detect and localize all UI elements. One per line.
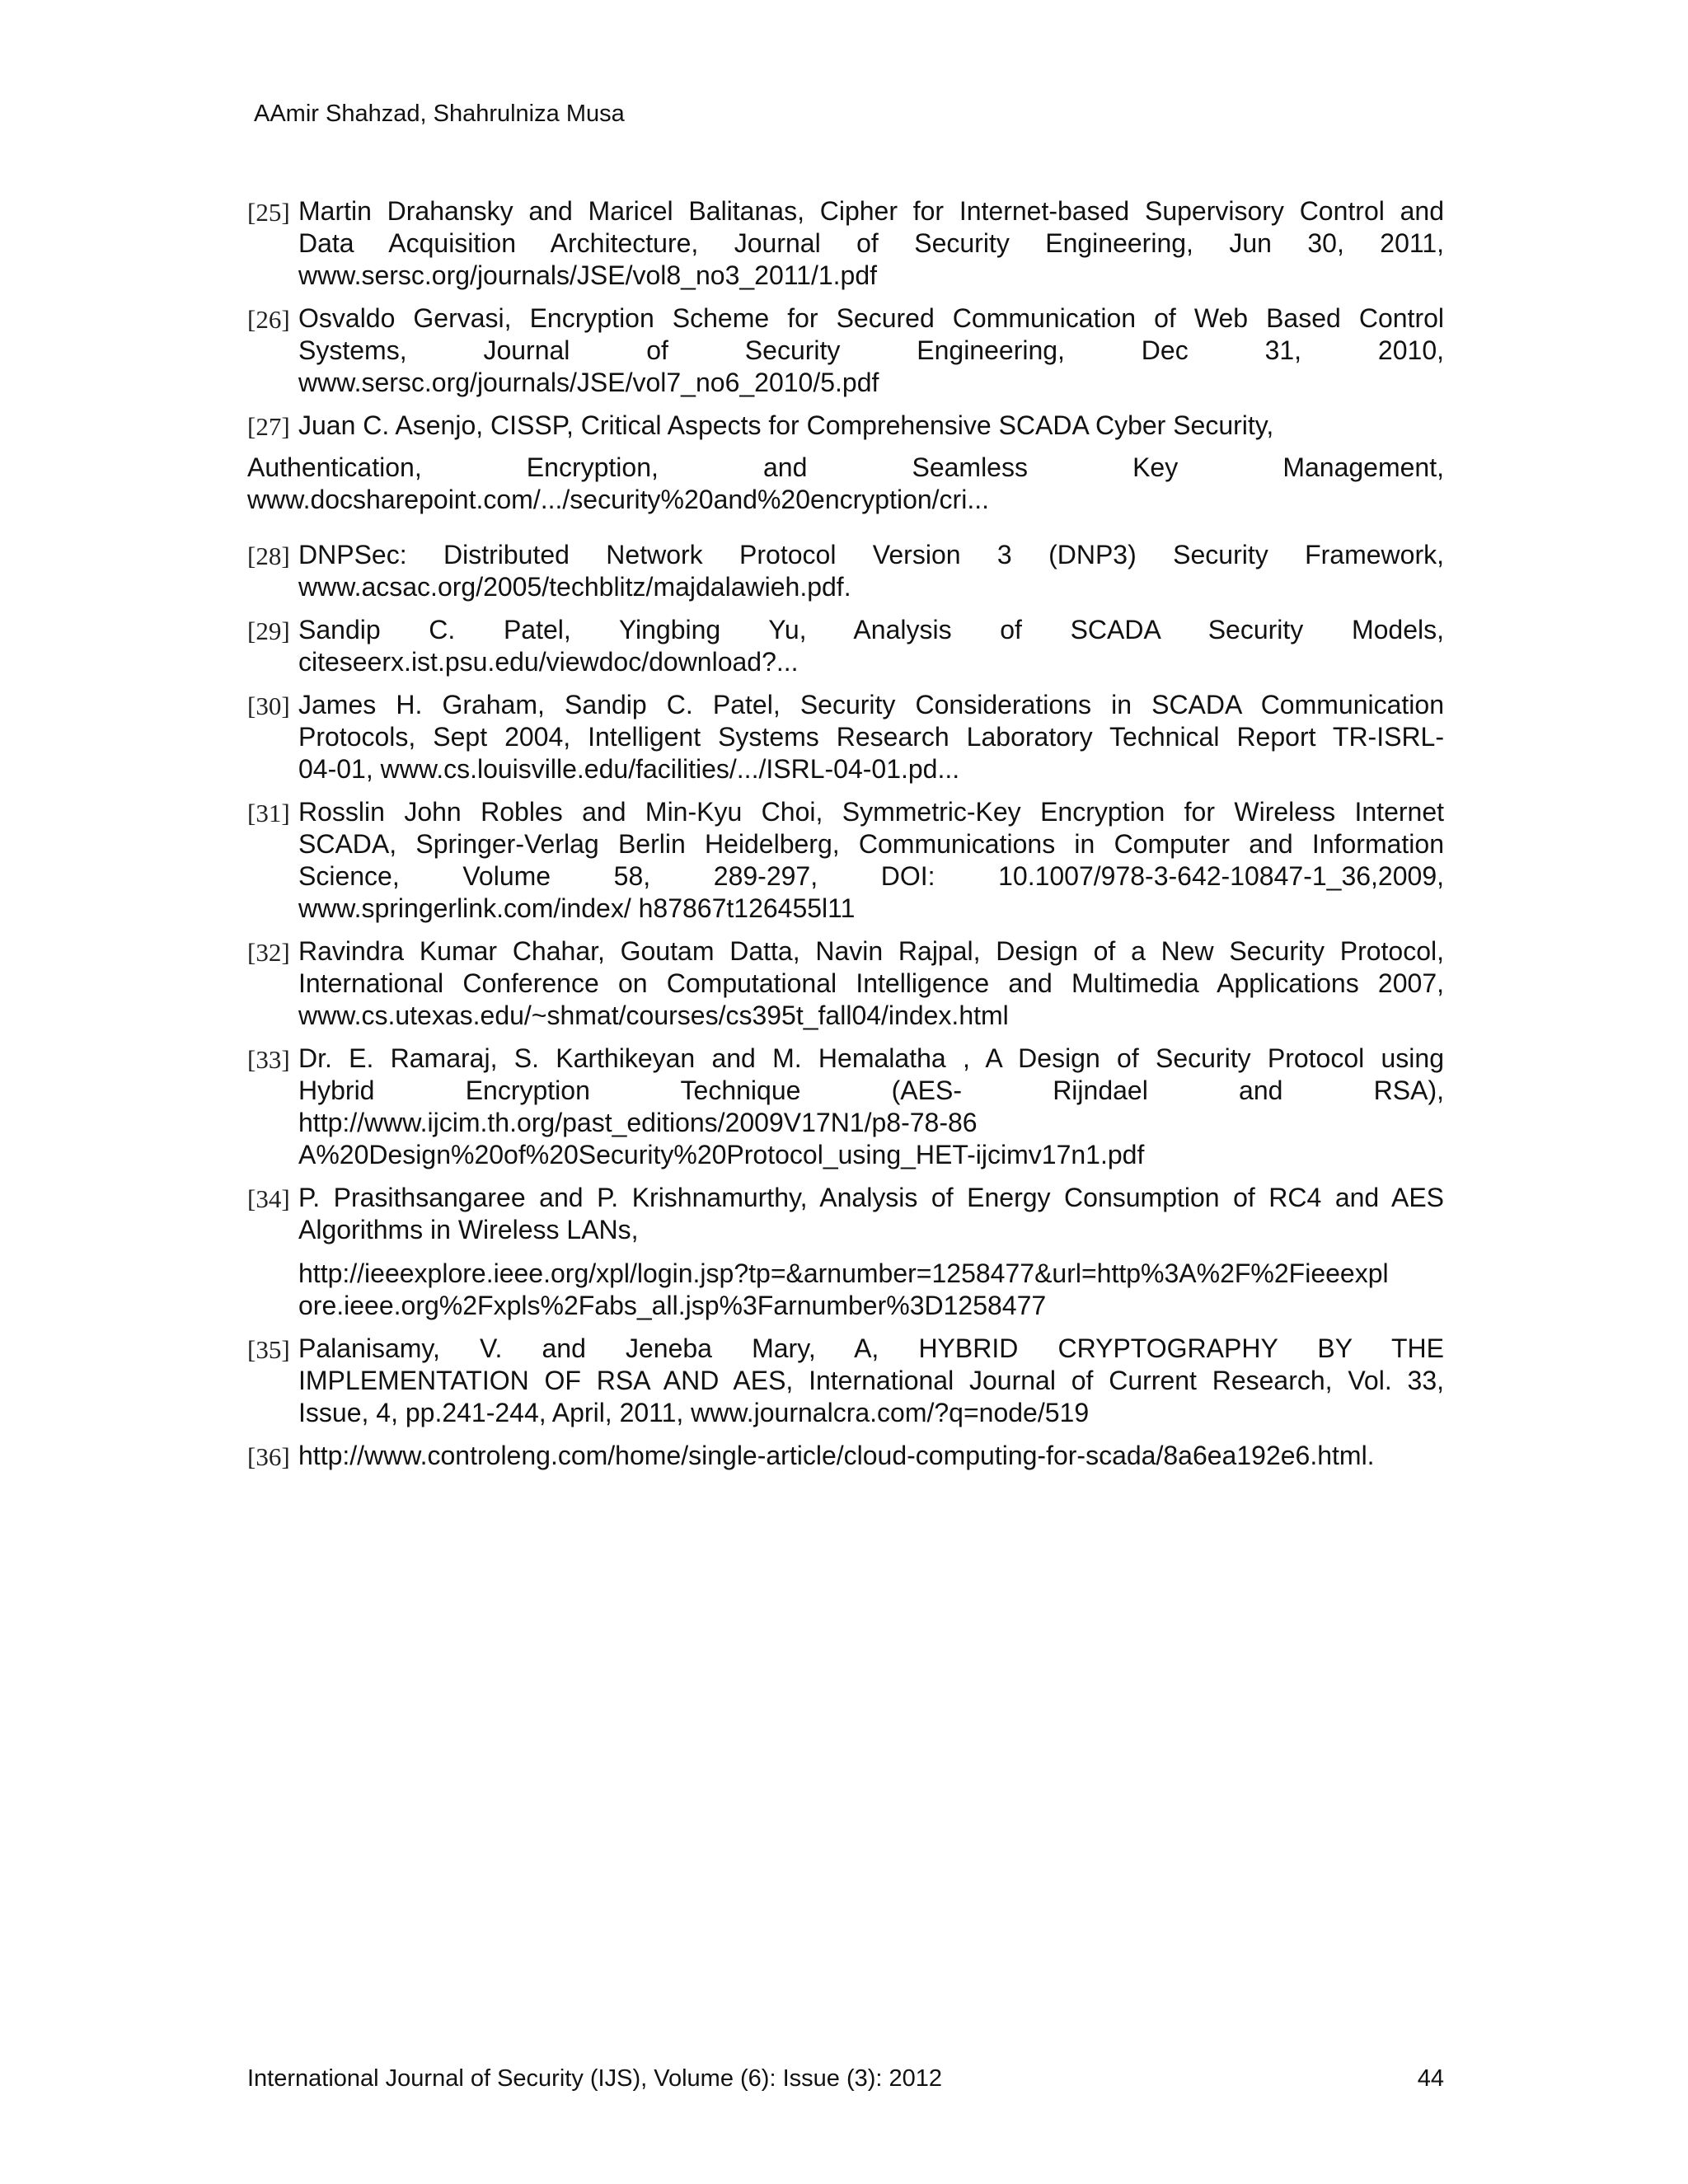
reference-item — [247, 302, 1444, 399]
reference-number: [33] — [247, 1045, 290, 1074]
reference-text-line: DNPSec: Distributed Network Protocol Version 3 (DNP3) Security Framework, — [298, 540, 1444, 569]
reference-number: [34] — [247, 1184, 290, 1213]
reference-text-line: P. Prasithsangaree and P. Krishnamurthy, Analysis of Energy Consumption of RC4 and AES — [298, 1183, 1444, 1212]
reference-text-line: www.acsac.org/2005/techblitz/majdalawieh.pdf. — [298, 572, 851, 602]
reference-item — [247, 195, 1444, 292]
reference-item — [247, 796, 1444, 925]
reference-item — [247, 1043, 1444, 1171]
reference-text-line: www.cs.utexas.edu/~shmat/courses/cs395t_fall04/index.html — [298, 1001, 1009, 1030]
reference-text-line: Palanisamy, V. and Jeneba Mary, A, HYBRID CRYPTOGRAPHY BY THE — [298, 1333, 1444, 1363]
reference-text-line: SCADA, Springer-Verlag Berlin Heidelberg, Communications in Computer and Information — [298, 829, 1444, 859]
reference-text-line: Sandip C. Patel, Yingbing Yu, Analysis of SCADA Security Models, — [298, 615, 1444, 644]
reference-text-line: A%20Design%20of%20Security%20Protocol_using_HET-ijcimv17n1.pdf — [298, 1140, 1145, 1169]
reference-text-line: citeseerx.ist.psu.edu/viewdoc/download?... — [298, 647, 799, 677]
reference-text-line: http://www.ijcim.th.org/past_editions/2009V17N1/p8-78-86 — [298, 1108, 978, 1137]
reference-item — [247, 1333, 1444, 1429]
reference-text-line: Dr. E. Ramaraj, S. Karthikeyan and M. Hemalatha , A Design of Security Protocol using — [298, 1043, 1444, 1073]
reference-text-line: Martin Drahansky and Maricel Balitanas, Cipher for Internet-based Supervisory Control and — [298, 196, 1444, 226]
reference-number: [29] — [247, 616, 290, 645]
page-footer — [247, 2064, 1444, 2093]
page-number: 44 — [1417, 2065, 1444, 2092]
reference-text-line: International Conference on Computational Intelligence and Multimedia Applications 2007, — [298, 968, 1444, 998]
reference-number: [27] — [247, 412, 290, 441]
reference-number: [35] — [247, 1335, 290, 1364]
reference-text-line: Algorithms in Wireless LANs, — [298, 1215, 639, 1244]
reference-text-line: www.springerlink.com/index/ h87867t126455l11 — [298, 893, 856, 923]
reference-text-line: Authentication, Encryption, and Seamless Key Management, — [247, 452, 1444, 482]
reference-number: [26] — [247, 305, 290, 334]
reference-item — [247, 1182, 1444, 1322]
reference-text-line: Issue, 4, pp.241-244, April, 2011, www.journalcra.com/?q=node/519 — [298, 1398, 1090, 1427]
reference-continuation — [247, 452, 1444, 516]
reference-text-line: www.sersc.org/journals/JSE/vol7_no6_2010/5.pdf — [298, 368, 879, 397]
reference-item — [247, 539, 1444, 603]
reference-text-line: www.sersc.org/journals/JSE/vol8_no3_2011/1.pdf — [298, 260, 878, 290]
reference-number: [30] — [247, 691, 290, 720]
reference-list — [247, 195, 1444, 1483]
reference-text-line: Science, Volume 58, 289-297, DOI: 10.1007/978-3-642-10847-1_36,2009, — [298, 861, 1444, 891]
reference-number: [32] — [247, 938, 290, 967]
reference-text-line: Hybrid Encryption Technique (AES- Rijndael and RSA), — [298, 1076, 1444, 1105]
reference-number: [36] — [247, 1442, 290, 1471]
reference-number: [28] — [247, 541, 290, 570]
reference-text-line: http://www.controleng.com/home/single-article/cloud-computing-for-scada/8a6ea192e6.html. — [298, 1441, 1375, 1470]
reference-text-line: 04-01, www.cs.louisville.edu/facilities/.../ISRL-04-01.pd... — [298, 754, 960, 784]
reference-text-line: Data Acquisition Architecture, Journal of Security Engineering, Jun 30, 2011, — [298, 228, 1444, 258]
footer-journal-citation: International Journal of Security (IJS), Volume (6): Issue (3): 2012 — [247, 2065, 943, 2092]
reference-url-block — [298, 1258, 1444, 1322]
reference-text-line: Osvaldo Gervasi, Encryption Scheme for Secured Communication of Web Based Control — [298, 303, 1444, 333]
reference-item — [247, 410, 1444, 516]
reference-number: [25] — [247, 198, 290, 227]
reference-number: [31] — [247, 799, 290, 827]
reference-text-line: Juan C. Asenjo, CISSP, Critical Aspects for Comprehensive SCADA Cyber Security, — [298, 410, 1274, 440]
reference-text-line: James H. Graham, Sandip C. Patel, Security Considerations in SCADA Communication — [298, 690, 1444, 719]
reference-text-line: Ravindra Kumar Chahar, Goutam Datta, Navin Rajpal, Design of a New Security Protocol, — [298, 936, 1444, 966]
reference-item — [247, 1440, 1444, 1472]
reference-item — [247, 935, 1444, 1032]
reference-text-line: Systems, Journal of Security Engineering, Dec 31, 2010, — [298, 335, 1444, 365]
reference-text-line: Rosslin John Robles and Min-Kyu Choi, Symmetric-Key Encryption for Wireless Internet — [298, 797, 1444, 827]
running-header-authors: AAmir Shahzad, Shahrulniza Musa — [254, 101, 625, 127]
reference-text-line: Protocols, Sept 2004, Intelligent Systems Research Laboratory Technical Report TR-ISRL- — [298, 722, 1444, 752]
reference-item — [247, 614, 1444, 678]
reference-text-line: www.docsharepoint.com/.../security%20and%20encryption/cri... — [247, 485, 989, 514]
reference-text-line: ore.ieee.org%2Fxpls%2Fabs_all.jsp%3Farnumber%3D1258477 — [298, 1291, 1047, 1320]
reference-text-line: IMPLEMENTATION OF RSA AND AES, International Journal of Current Research, Vol. 33, — [298, 1366, 1444, 1395]
reference-item — [247, 689, 1444, 785]
reference-text-line: http://ieeexplore.ieee.org/xpl/login.jsp?tp=&arnumber=1258477&url=http%3A%2F%2Fieeexpl — [298, 1258, 1389, 1288]
